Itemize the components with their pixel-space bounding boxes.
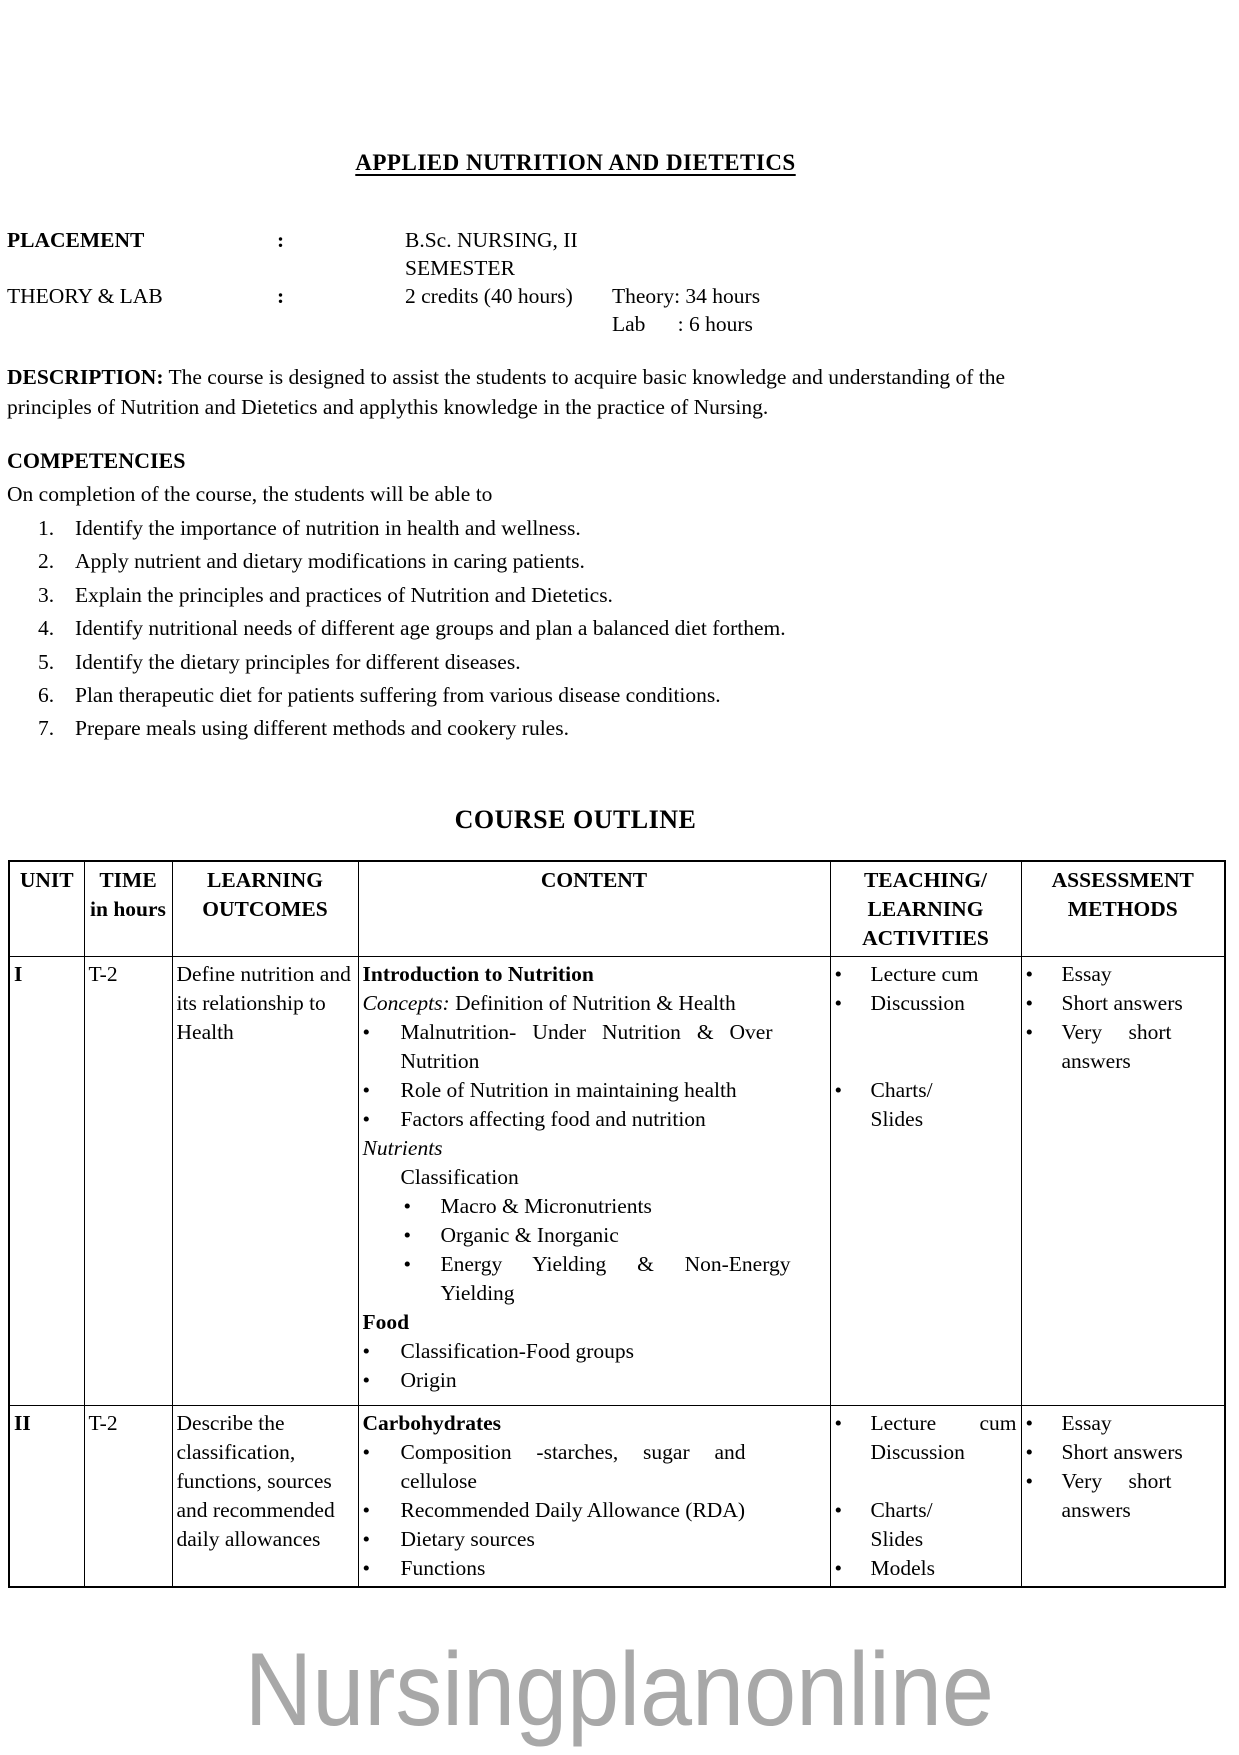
table-header-row (9, 861, 1225, 957)
header-unit: UNIT (9, 861, 84, 957)
course-meta (7, 226, 1144, 338)
content-bullet-item: • Functions (363, 1554, 826, 1583)
header-assessment-methods: ASSESSMENT METHODS (1021, 861, 1225, 957)
theory-lab-hours (612, 282, 1144, 338)
competency-item: 2. Apply nutrient and dietary modifications in caring patients. (38, 549, 585, 574)
teaching-bullet-item: • Discussion (835, 989, 1017, 1018)
assessment-methods-cell (1021, 1405, 1225, 1587)
content-cell (358, 956, 830, 1405)
competency-item: 6. Plan therapeutic diet for patients suffering from various disease conditions. (38, 683, 721, 708)
content-sub-bullet-item: • Macro & Micronutrients (404, 1192, 826, 1221)
bullet-icon: • (362, 1077, 371, 1102)
unit-cell: I (9, 956, 84, 1405)
spacer (835, 1467, 1017, 1496)
teaching-bullet-item: • Models (835, 1554, 1017, 1583)
bullet-icon: • (1025, 961, 1034, 986)
course-outline-heading: COURSE OUTLINE (454, 804, 697, 834)
table-row-unit-1 (9, 956, 1225, 1405)
assessment-bullet-item: • Very short answers (1026, 1467, 1221, 1525)
assessment-bullet-item: • Essay (1026, 960, 1221, 989)
competencies-list (7, 512, 1144, 746)
placement-value-line2: SEMESTER (405, 256, 515, 280)
theory-lab-value-line1: 2 credits (40 hours) (405, 284, 573, 308)
learning-outcomes-cell: Define nutrition and its relationship to Health (172, 956, 358, 1405)
content-bullet-item: • Role of Nutrition in maintaining health (363, 1076, 826, 1105)
competency-item: 1. Identify the importance of nutrition in health and wellness. (38, 516, 581, 540)
header-teaching-activities: TEACHING/ LEARNING ACTIVITIES (830, 861, 1021, 957)
content-bullet-item: • Origin (363, 1366, 826, 1395)
content-bullet-item: • Composition -starches, sugar and cellulose (363, 1438, 826, 1496)
content-sub-bullet-item: • Energy Yielding & Non-Energy Yielding (404, 1250, 826, 1308)
watermark-container (0, 1632, 1239, 1748)
content-bullet-item: • Malnutrition- Under Nutrition & Over Nutrition (363, 1018, 826, 1076)
bullet-icon: • (362, 1555, 371, 1580)
teaching-activities-cell (830, 1405, 1021, 1587)
content-bullet-item: • Dietary sources (363, 1525, 826, 1554)
spacer (835, 1018, 1017, 1076)
bullet-icon: • (834, 1077, 843, 1102)
content-cell (358, 1405, 830, 1587)
bullet-icon: • (834, 1555, 843, 1580)
bullet-icon: • (1025, 1019, 1034, 1044)
teaching-bullet-item: • Charts/ Slides (835, 1076, 1017, 1134)
unit-cell: II (9, 1405, 84, 1587)
teaching-bullet-item: • Charts/ Slides (835, 1496, 1017, 1554)
content-bullet-item: • Recommended Daily Allowance (RDA) (363, 1496, 826, 1525)
bullet-icon: • (362, 1367, 371, 1392)
content-line: Concepts: Definition of Nutrition & Health (362, 990, 736, 1015)
course-outline-table (8, 860, 1226, 1588)
bullet-icon: • (403, 1222, 412, 1247)
bullet-icon: • (362, 1526, 371, 1551)
competency-item: 5. Identify the dietary principles for different diseases. (38, 649, 521, 674)
bullet-icon: • (362, 1019, 371, 1044)
bullet-icon: • (1025, 1410, 1034, 1435)
course-description (7, 362, 1019, 422)
description-text: The course is designed to assist the students to acquire basic knowledge and understanding of the principles of Nutrition and Dietetics and applythis knowledge in the practice of Nursing. (7, 365, 1005, 419)
bullet-icon: • (834, 1410, 843, 1435)
bullet-icon: • (362, 1439, 371, 1464)
time-cell: T-2 (84, 1405, 172, 1587)
lab-hours: Lab : 6 hours (612, 312, 753, 336)
bullet-icon: • (834, 1497, 843, 1522)
bullet-icon: • (1025, 990, 1034, 1015)
theory-hours: Theory: 34 hours (612, 284, 761, 308)
theory-lab-label: THEORY & LAB (7, 284, 163, 308)
content-bullet-item: • Classification-Food groups (363, 1337, 826, 1366)
theory-lab-value (405, 282, 612, 338)
bullet-icon: • (362, 1338, 371, 1363)
header-learning-outcomes: LEARNING OUTCOMES (172, 861, 358, 957)
placement-label: PLACEMENT (7, 228, 145, 252)
bullet-icon: • (1025, 1439, 1034, 1464)
learning-outcomes-cell: Describe the classification, functions, sources and recommended daily allowances (172, 1405, 358, 1587)
bullet-icon: • (362, 1497, 371, 1522)
placement-colon: : (277, 228, 285, 252)
watermark: Nursingplanonline (244, 1632, 995, 1748)
assessment-bullet-item: • Short answers (1026, 1438, 1221, 1467)
bullet-icon: • (834, 961, 843, 986)
time-cell: T-2 (84, 956, 172, 1405)
teaching-activities-cell (830, 956, 1021, 1405)
header-time: TIME in hours (84, 861, 172, 957)
theory-lab-colon: : (277, 284, 285, 308)
header-content: CONTENT (358, 861, 830, 957)
table-row-unit-2 (9, 1405, 1225, 1587)
content-sub-bullet-item: • Organic & Inorganic (404, 1221, 826, 1250)
content-heading: Food (362, 1309, 410, 1334)
bullet-icon: • (1025, 1468, 1034, 1493)
competencies-intro: On completion of the course, the students will be able to (7, 482, 493, 506)
page-title: APPLIED NUTRITION AND DIETETICS (355, 150, 796, 175)
description-label: DESCRIPTION: (7, 365, 164, 389)
competency-item: 7. Prepare meals using different methods and cookery rules. (38, 716, 569, 741)
content-indented-line: Classification (400, 1164, 519, 1189)
content-subheading: Nutrients (362, 1135, 443, 1160)
placement-value-line1: B.Sc. NURSING, II (405, 228, 578, 252)
competencies-heading: COMPETENCIES (7, 448, 186, 473)
assessment-bullet-item: • Short answers (1026, 989, 1221, 1018)
content-bullet-item: • Factors affecting food and nutrition (363, 1105, 826, 1134)
content-heading: Introduction to Nutrition (362, 961, 594, 986)
assessment-bullet-item: • Essay (1026, 1409, 1221, 1438)
placement-extra (612, 226, 1144, 282)
assessment-bullet-item: • Very short answers (1026, 1018, 1221, 1076)
assessment-methods-cell (1021, 956, 1225, 1405)
competency-item: 4. Identify nutritional needs of different age groups and plan a balanced diet forthem. (38, 616, 786, 641)
bullet-icon: • (403, 1251, 412, 1276)
teaching-bullet-item: • Lecture cum (835, 960, 1017, 989)
teaching-bullet-item: • Lecture cum Discussion (835, 1409, 1017, 1467)
competency-item: 3. Explain the principles and practices of Nutrition and Dietetics. (38, 582, 613, 607)
bullet-icon: • (834, 990, 843, 1015)
content-heading: Carbohydrates (362, 1410, 502, 1435)
bullet-icon: • (362, 1106, 371, 1131)
placement-value (405, 226, 612, 282)
bullet-icon: • (403, 1193, 412, 1218)
